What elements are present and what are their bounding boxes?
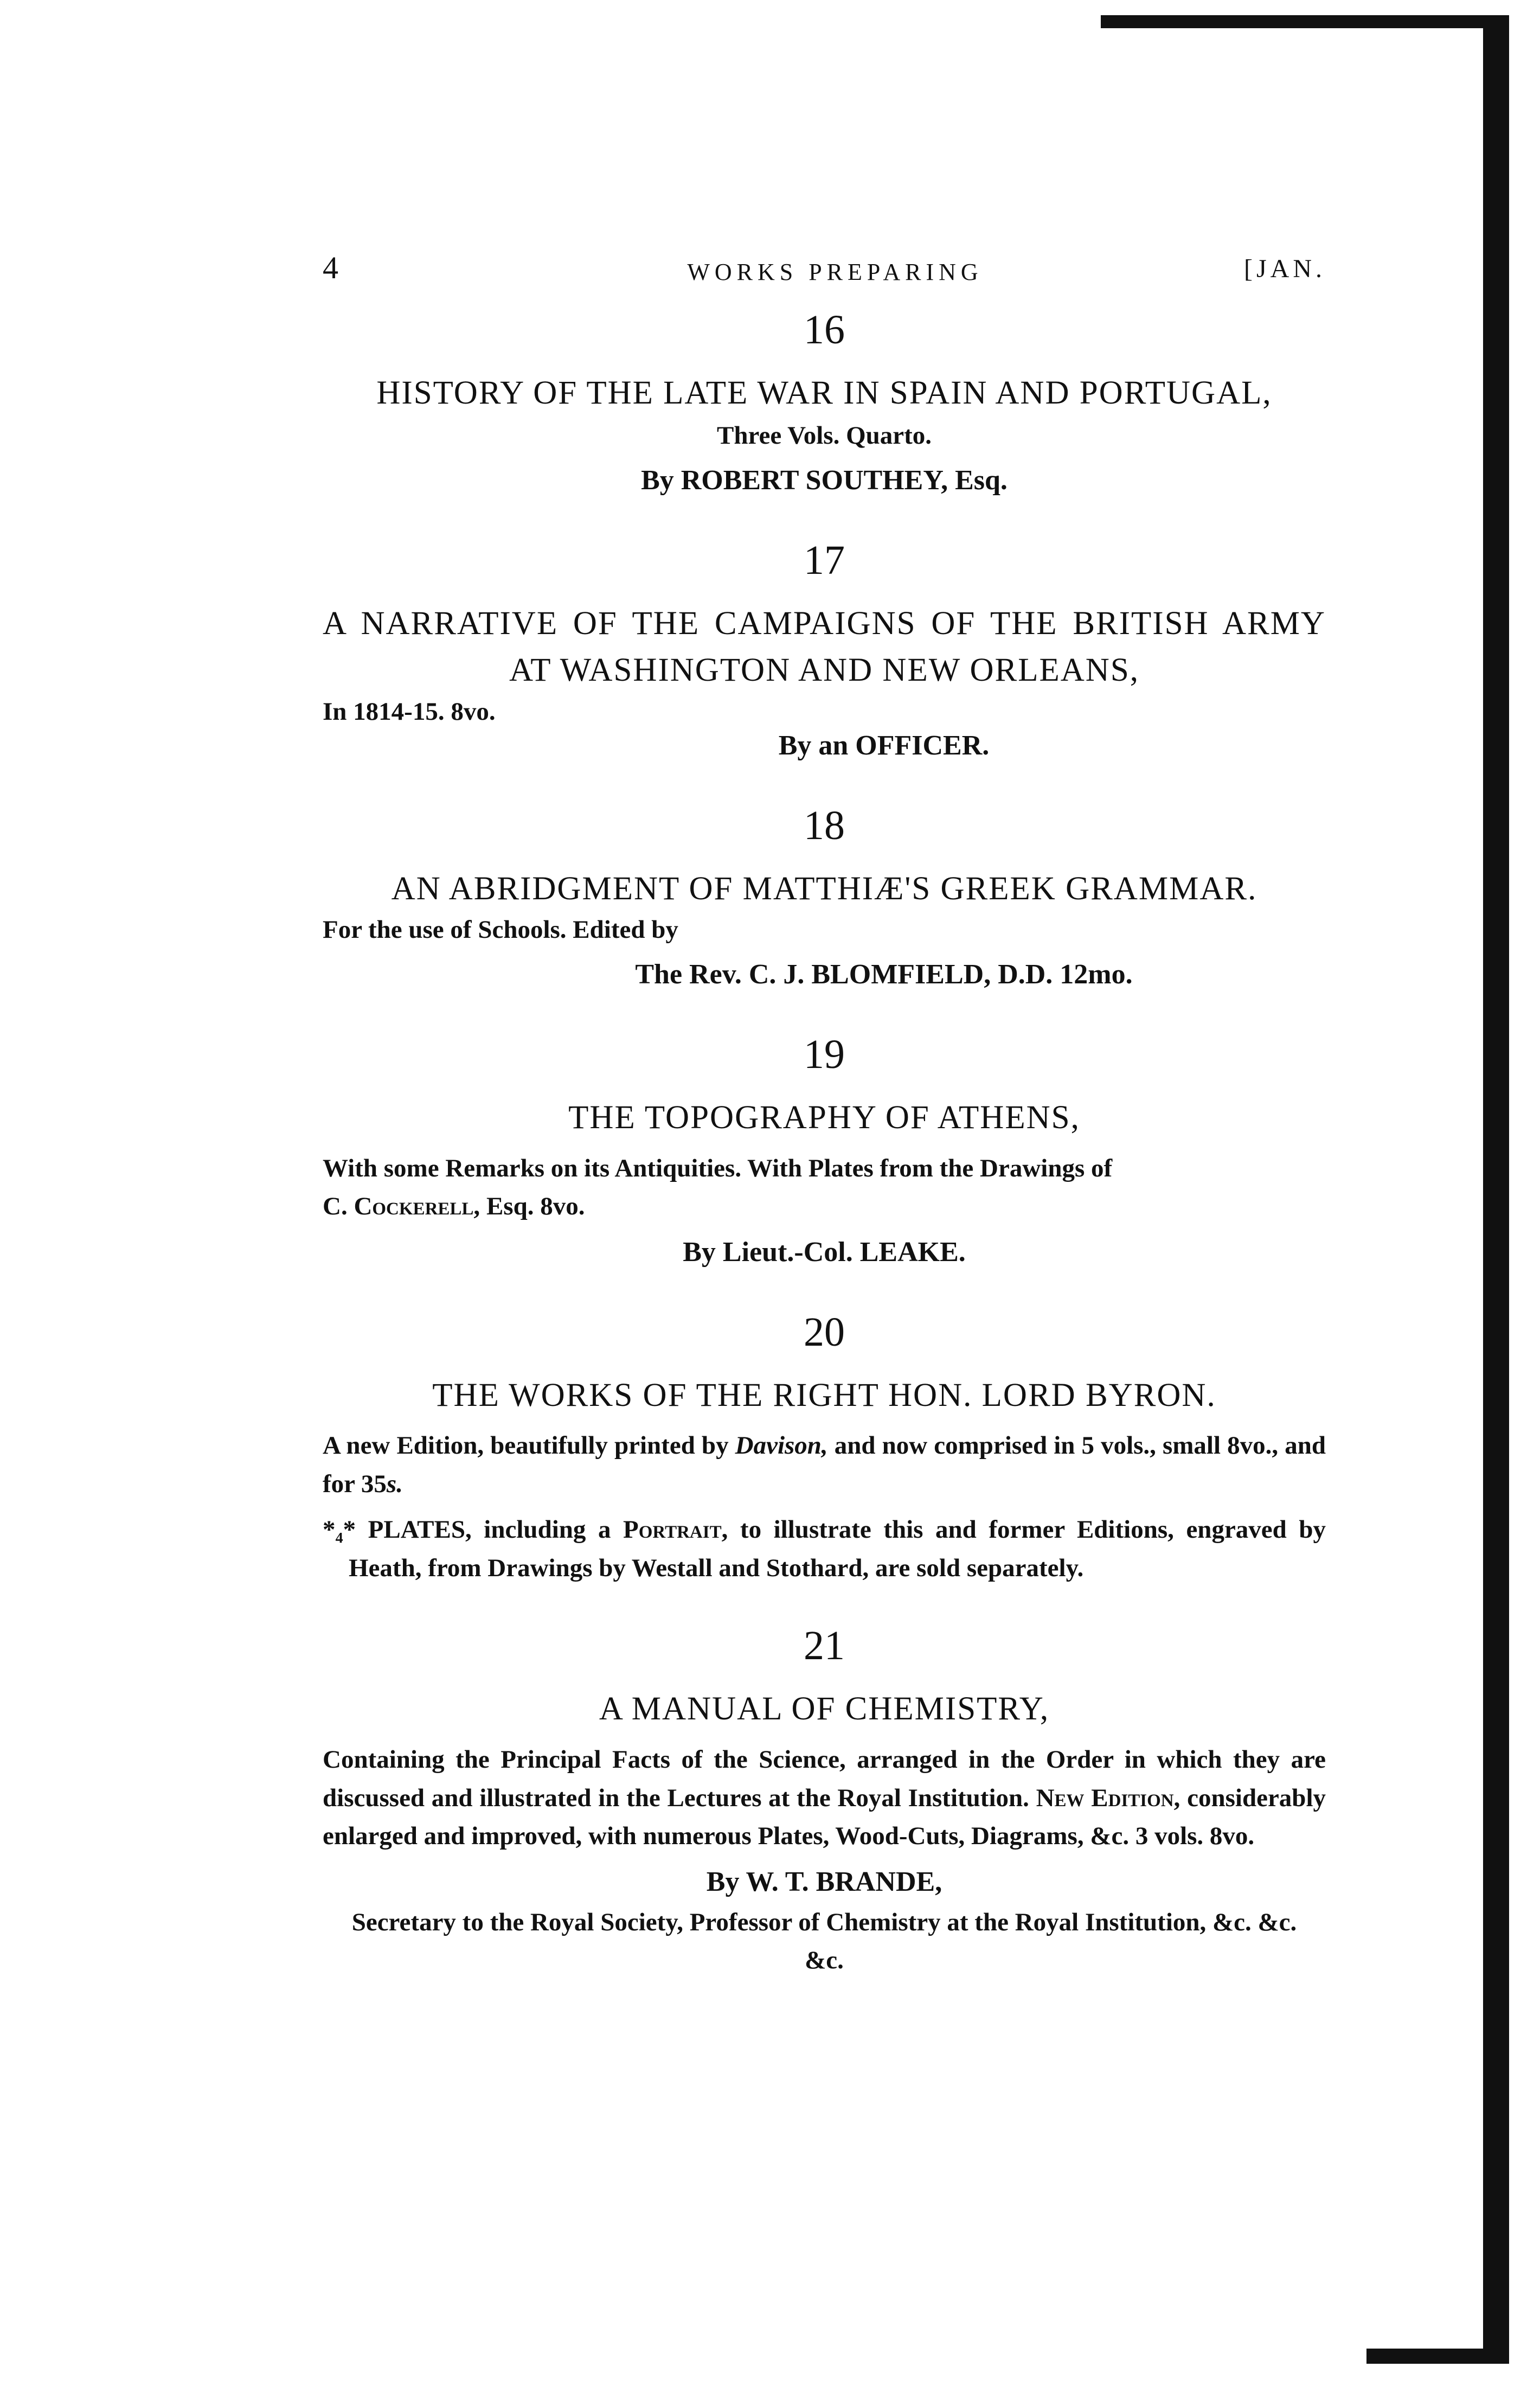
entry-byline: By ROBERT SOUTHEY, Esq.: [641, 464, 1008, 496]
description-rest: Esq. 8vo.: [480, 1192, 585, 1221]
running-title: WORKS PREPARING: [687, 259, 983, 285]
entry-number: 17: [804, 537, 845, 583]
entry-title: A NARRATIVE OF THE CAMPAIGNS OF THE BRITISH ARMY AT WASHINGTON AND NEW ORLEANS,: [323, 605, 1326, 689]
entry-byline: By Lieut.-Col. LEAKE.: [683, 1236, 966, 1268]
description-line-1: With some Remarks on its Antiquities. With Plates from the Drawings of: [323, 1154, 1113, 1182]
entry-number: 19: [804, 1032, 845, 1078]
entry-number: 20: [804, 1309, 845, 1355]
entry-format: In 1814-15. 8vo.: [323, 697, 496, 726]
printer-name: Davison,: [735, 1431, 828, 1460]
entry-21: [323, 1625, 1326, 1979]
asterism-mark: *₄*: [323, 1515, 356, 1544]
entry-18: [323, 802, 1326, 996]
entry-17: [323, 537, 1326, 767]
entry-number: 16: [804, 307, 845, 353]
entry-description: [323, 1741, 1326, 1856]
entry-byline: By an OFFICER.: [778, 730, 990, 761]
entry-title: AN ABRIDGMENT OF MATTHIÆ'S GREEK GRAMMAR.: [391, 870, 1257, 907]
artist-name: C. Cockerell,: [323, 1192, 480, 1221]
entry-20: [323, 1309, 1326, 1588]
description-text-b: and now comprised in 5 vols., small 8vo., and for 35: [323, 1431, 1326, 1498]
running-month: [JAN.: [1244, 254, 1326, 283]
page-number: 4: [323, 250, 339, 285]
entry-title: HISTORY OF THE LATE WAR IN SPAIN AND PORTUGAL,: [376, 375, 1272, 411]
entry-title: THE WORKS OF THE RIGHT HON. LORD BYRON.: [432, 1377, 1216, 1413]
description-text-b: considerably enlarged and improved, with numerous Plates, Wood-Cuts, Diagrams, &c. 3 vols. 8vo.: [323, 1783, 1326, 1850]
page-edge-bottom: [1366, 2349, 1509, 2364]
entry-description: [323, 1427, 1326, 1503]
shilling-mark: s.: [386, 1469, 403, 1498]
new-edition-label: New Edition,: [1036, 1783, 1180, 1812]
description-text-a: A new Edition, beautifully printed by: [323, 1431, 735, 1460]
page-edge-right: [1483, 15, 1509, 2364]
entry-number: 18: [804, 802, 845, 848]
entry-byline: By W. T. BRANDE,: [706, 1866, 942, 1897]
entry-title: THE TOPOGRAPHY OF ATHENS,: [568, 1099, 1080, 1136]
entry-16: [323, 309, 1326, 502]
author-affiliation: Secretary to the Royal Society, Professor of Chemistry at the Royal Institution, &c. &c. &c.: [351, 1908, 1297, 1974]
entry-19: [323, 1034, 1326, 1274]
page-edge-top: [1101, 15, 1507, 28]
page-text: [323, 239, 1326, 1980]
plates-text-b: to illustrate this and former Editions, engraved by Heath, from Drawings by Westall and Stothard, are sold separately.: [349, 1515, 1326, 1582]
portrait-word: Portrait,: [623, 1515, 728, 1544]
entry-byline: The Rev. C. J. BLOMFIELD, D.D. 12mo.: [635, 959, 1133, 990]
entry-format: For the use of Schools. Edited by: [323, 916, 678, 944]
plates-note: [323, 1511, 1326, 1587]
entry-format: Three Vols. Quarto.: [716, 421, 932, 450]
entry-number: 21: [804, 1623, 845, 1669]
entry-title: A MANUAL OF CHEMISTRY,: [599, 1691, 1050, 1728]
running-head: [323, 239, 1326, 287]
entry-description: [323, 1149, 1326, 1226]
description-text-a: Containing the Principal Facts of the Science, arranged in the Order in which they are discussed and illustrated in the Lectures at the Royal Institution.: [323, 1745, 1326, 1812]
plates-text-a: PLATES, including a: [356, 1515, 624, 1544]
